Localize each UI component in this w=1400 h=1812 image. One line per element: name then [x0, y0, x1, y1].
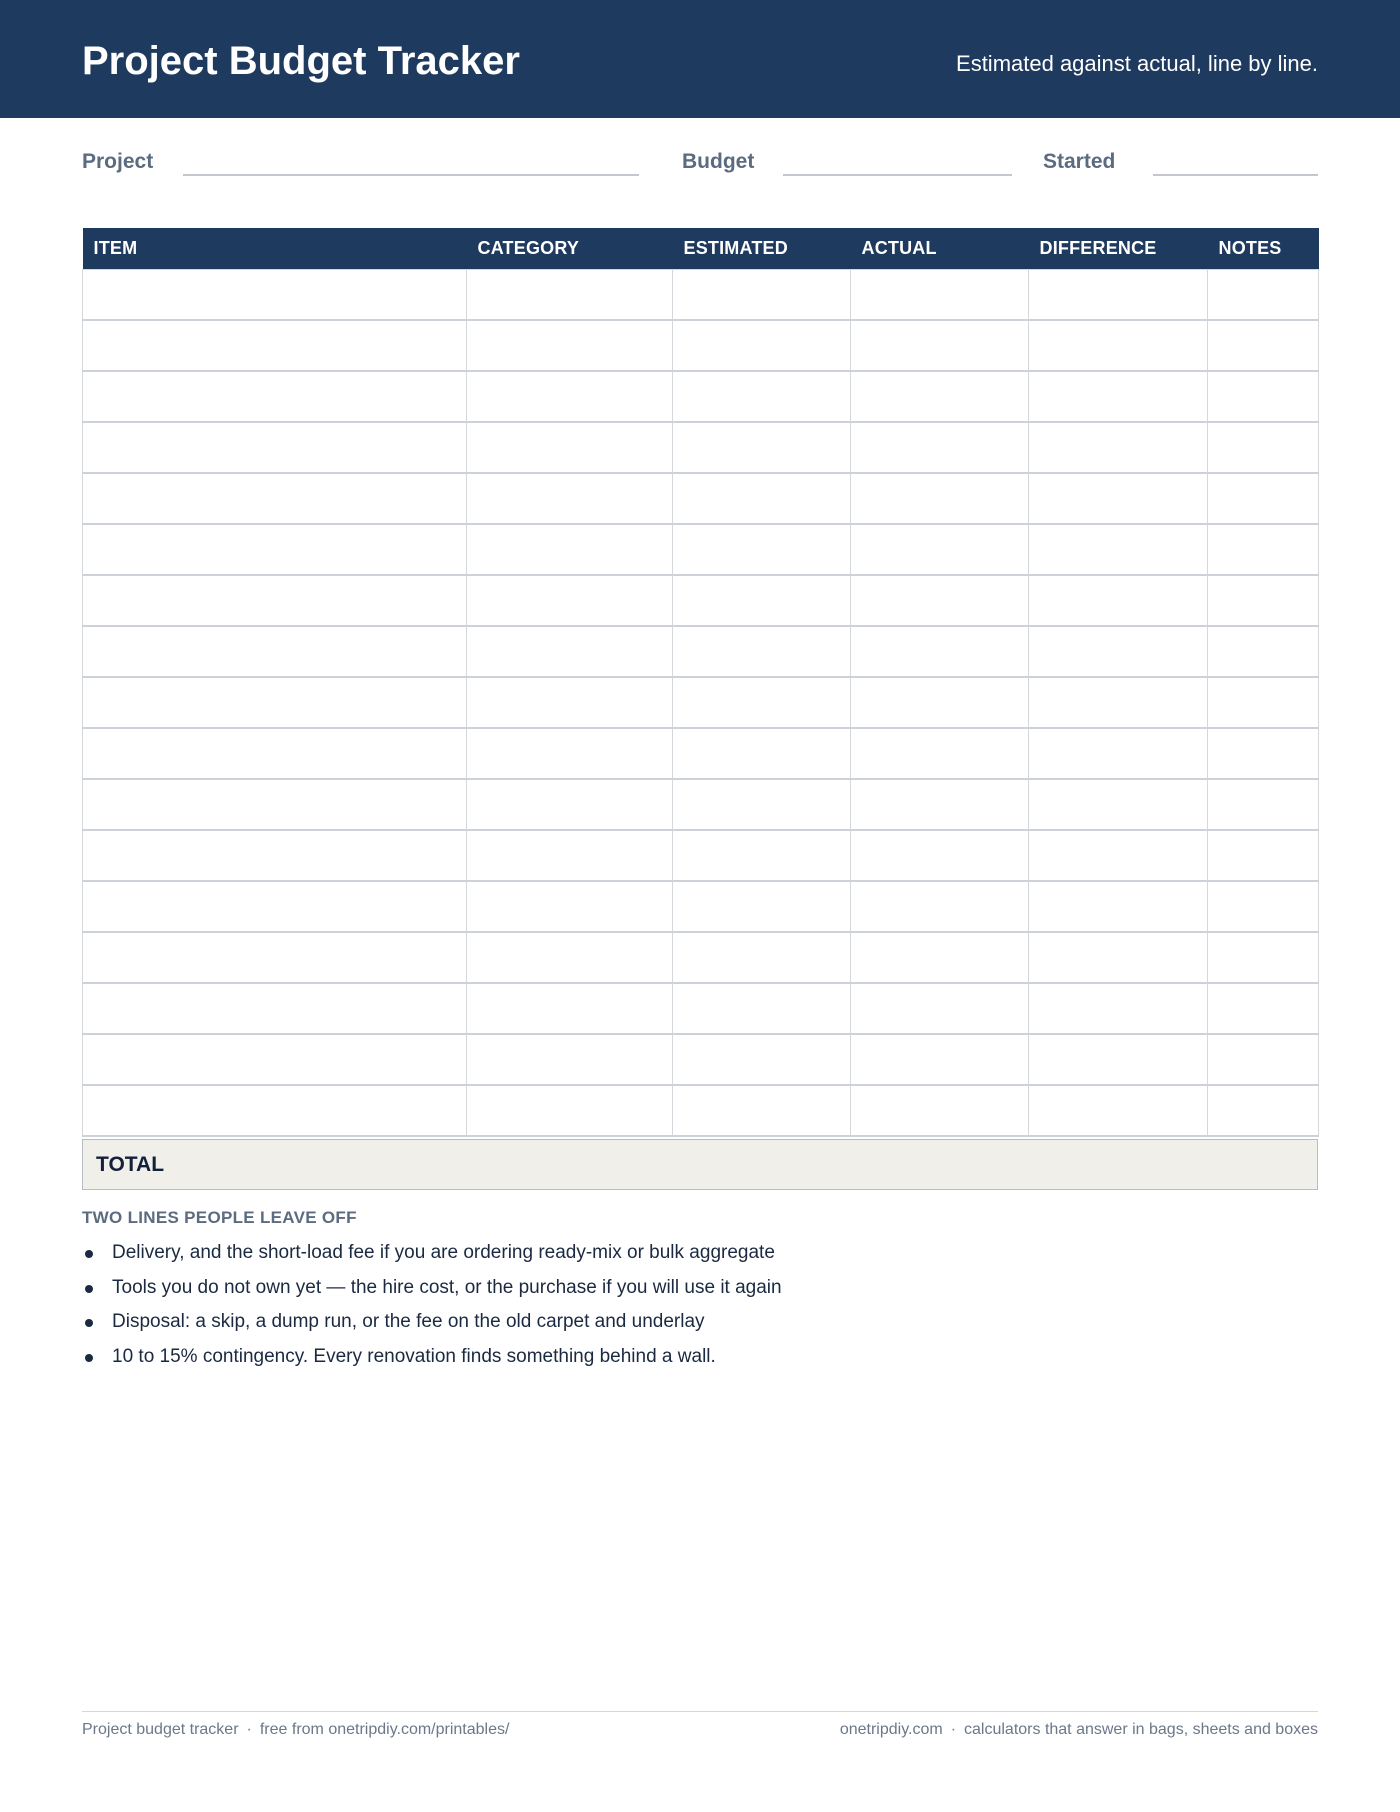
footer-separator: ·	[246, 1721, 252, 1738]
table-cell-difference[interactable]	[1029, 422, 1208, 473]
table-cell-actual[interactable]	[851, 881, 1029, 932]
table-cell-estimated[interactable]	[673, 422, 851, 473]
table-cell-item[interactable]	[83, 270, 467, 321]
table-cell-notes[interactable]	[1208, 1085, 1319, 1136]
table-cell-actual[interactable]	[851, 524, 1029, 575]
table-cell-difference[interactable]	[1029, 830, 1208, 881]
table-cell-estimated[interactable]	[673, 881, 851, 932]
table-cell-difference[interactable]	[1029, 473, 1208, 524]
tips-list	[82, 1236, 782, 1374]
table-cell-estimated[interactable]	[673, 1085, 851, 1136]
table-row	[83, 1034, 1319, 1085]
table-row	[83, 422, 1319, 473]
started-field[interactable]	[1153, 174, 1318, 176]
page-header	[0, 0, 1400, 118]
column-header-difference: DIFFERENCE	[1029, 228, 1208, 270]
table-cell-estimated[interactable]	[673, 1034, 851, 1085]
table-cell-notes[interactable]	[1208, 575, 1319, 626]
list-item	[82, 1305, 782, 1340]
table-cell-category[interactable]	[467, 422, 673, 473]
list-item	[82, 1340, 782, 1375]
table-cell-item[interactable]	[83, 524, 467, 575]
table-cell-actual[interactable]	[851, 473, 1029, 524]
table-cell-category[interactable]	[467, 881, 673, 932]
table-cell-estimated[interactable]	[673, 677, 851, 728]
table-cell-category[interactable]	[467, 779, 673, 830]
table-cell-category[interactable]	[467, 932, 673, 983]
table-cell-actual[interactable]	[851, 575, 1029, 626]
table-cell-category[interactable]	[467, 728, 673, 779]
table-row	[83, 881, 1319, 932]
table-cell-item[interactable]	[83, 371, 467, 422]
table-row	[83, 677, 1319, 728]
tips-heading: TWO LINES PEOPLE LEAVE OFF	[82, 1208, 357, 1227]
table-cell-notes[interactable]	[1208, 932, 1319, 983]
table-row	[83, 779, 1319, 830]
budget-label: Budget	[682, 150, 755, 173]
tip-text: Disposal: a skip, a dump run, or the fee on the old carpet and underlay	[112, 1311, 705, 1332]
footer-site-link[interactable]: onetripdiy.com	[839, 1721, 943, 1738]
table-cell-actual[interactable]	[851, 1034, 1029, 1085]
column-header-notes: NOTES	[1208, 228, 1319, 270]
table-row	[83, 524, 1319, 575]
table-cell-item[interactable]	[83, 1085, 467, 1136]
table-cell-category[interactable]	[467, 830, 673, 881]
table-cell-category[interactable]	[467, 371, 673, 422]
table-cell-estimated[interactable]	[673, 779, 851, 830]
table-row	[83, 932, 1319, 983]
footer-right	[840, 1721, 1318, 1739]
table-cell-estimated[interactable]	[673, 626, 851, 677]
table-cell-estimated[interactable]	[673, 320, 851, 371]
table-cell-category[interactable]	[467, 524, 673, 575]
page-title: Project Budget Tracker	[82, 39, 520, 83]
table-cell-estimated[interactable]	[673, 371, 851, 422]
table-cell-notes[interactable]	[1208, 473, 1319, 524]
table-cell-notes[interactable]	[1208, 270, 1319, 321]
table-cell-category[interactable]	[467, 1085, 673, 1136]
table-cell-category[interactable]	[467, 320, 673, 371]
table-cell-difference[interactable]	[1029, 881, 1208, 932]
table-cell-item[interactable]	[83, 626, 467, 677]
table-cell-notes[interactable]	[1208, 830, 1319, 881]
table-row	[83, 371, 1319, 422]
table-cell-category[interactable]	[467, 575, 673, 626]
table-cell-item[interactable]	[83, 932, 467, 983]
table-cell-category[interactable]	[467, 473, 673, 524]
table-cell-estimated[interactable]	[673, 270, 851, 321]
table-row	[83, 270, 1319, 321]
table-cell-item[interactable]	[83, 473, 467, 524]
list-item	[82, 1236, 782, 1271]
table-cell-actual[interactable]	[851, 270, 1029, 321]
footer-divider	[82, 1711, 1318, 1712]
table-cell-category[interactable]	[467, 1034, 673, 1085]
bullet-icon	[85, 1250, 93, 1258]
footer-separator: ·	[950, 1721, 957, 1738]
table-cell-item[interactable]	[83, 728, 467, 779]
table-cell-category[interactable]	[467, 626, 673, 677]
table-cell-difference[interactable]	[1029, 1085, 1208, 1136]
table-cell-difference[interactable]	[1029, 371, 1208, 422]
table-cell-estimated[interactable]	[673, 728, 851, 779]
table-cell-item[interactable]	[83, 575, 467, 626]
column-header-actual: ACTUAL	[851, 228, 1029, 270]
table-row	[83, 626, 1319, 677]
table-cell-difference[interactable]	[1029, 728, 1208, 779]
table-cell-notes[interactable]	[1208, 320, 1319, 371]
table-cell-estimated[interactable]	[673, 575, 851, 626]
table-row	[83, 830, 1319, 881]
table-cell-notes[interactable]	[1208, 524, 1319, 575]
table-cell-difference[interactable]	[1029, 320, 1208, 371]
budget-field[interactable]	[783, 174, 1012, 176]
table-cell-actual[interactable]	[851, 626, 1029, 677]
list-item	[82, 1271, 782, 1306]
table-cell-actual[interactable]	[851, 677, 1029, 728]
column-header-category: CATEGORY	[467, 228, 673, 270]
tip-text: 10 to 15% contingency. Every renovation finds something behind a wall.	[112, 1345, 716, 1367]
table-cell-estimated[interactable]	[673, 983, 851, 1034]
table-cell-category[interactable]	[467, 983, 673, 1034]
column-header-estimated: ESTIMATED	[673, 228, 851, 270]
table-cell-item[interactable]	[83, 779, 467, 830]
table-cell-category[interactable]	[467, 677, 673, 728]
table-cell-notes[interactable]	[1208, 371, 1319, 422]
table-cell-estimated[interactable]	[673, 524, 851, 575]
table-cell-difference[interactable]	[1029, 779, 1208, 830]
bullet-icon	[85, 1319, 93, 1327]
table-row	[83, 320, 1319, 371]
table-cell-difference[interactable]	[1029, 932, 1208, 983]
tip-text: Delivery, and the short-load fee if you are ordering ready-mix or bulk aggregate	[112, 1242, 775, 1263]
table-cell-actual[interactable]	[851, 371, 1029, 422]
table-cell-actual[interactable]	[851, 1085, 1029, 1136]
table-cell-estimated[interactable]	[673, 473, 851, 524]
table-cell-notes[interactable]	[1208, 1034, 1319, 1085]
bullet-icon	[85, 1354, 93, 1362]
table-row	[83, 1085, 1319, 1136]
table-cell-notes[interactable]	[1208, 677, 1319, 728]
table-cell-item[interactable]	[83, 881, 467, 932]
table-cell-item[interactable]	[83, 677, 467, 728]
table-cell-actual[interactable]	[851, 779, 1029, 830]
total-row	[82, 1139, 1318, 1190]
table-cell-difference[interactable]	[1029, 270, 1208, 321]
table-cell-actual[interactable]	[851, 728, 1029, 779]
table-row	[83, 473, 1319, 524]
table-cell-difference[interactable]	[1029, 575, 1208, 626]
table-row	[83, 983, 1319, 1034]
table-cell-item[interactable]	[83, 1034, 467, 1085]
table-cell-item[interactable]	[83, 983, 467, 1034]
table-cell-actual[interactable]	[851, 932, 1029, 983]
table-cell-estimated[interactable]	[673, 932, 851, 983]
table-cell-category[interactable]	[467, 270, 673, 321]
total-label: TOTAL	[96, 1153, 165, 1176]
table-cell-item[interactable]	[83, 422, 467, 473]
footer-source-link[interactable]: free from onetripdiy.com/printables/	[259, 1721, 510, 1738]
table-cell-actual[interactable]	[851, 320, 1029, 371]
table-row	[83, 728, 1319, 779]
table-cell-difference[interactable]	[1029, 1034, 1208, 1085]
table-cell-difference[interactable]	[1029, 626, 1208, 677]
table-cell-notes[interactable]	[1208, 881, 1319, 932]
bullet-icon	[85, 1285, 93, 1293]
table-row	[83, 575, 1319, 626]
tip-text: Tools you do not own yet — the hire cost, or the purchase if you will use it again	[112, 1276, 782, 1298]
project-field[interactable]	[183, 174, 639, 176]
footer-left	[82, 1721, 509, 1739]
table-cell-item[interactable]	[83, 320, 467, 371]
started-label: Started	[1043, 150, 1116, 173]
footer-doc-name: Project budget tracker	[82, 1721, 239, 1738]
column-header-item: ITEM	[83, 228, 467, 270]
table-cell-notes[interactable]	[1208, 626, 1319, 677]
table-cell-actual[interactable]	[851, 983, 1029, 1034]
table-cell-notes[interactable]	[1208, 728, 1319, 779]
table-cell-notes[interactable]	[1208, 983, 1319, 1034]
table-cell-estimated[interactable]	[673, 830, 851, 881]
footer-tagline: calculators that answer in bags, sheets and boxes	[964, 1721, 1318, 1738]
budget-table	[82, 228, 1319, 1137]
table-cell-difference[interactable]	[1029, 983, 1208, 1034]
table-header-row	[83, 228, 1319, 270]
table-cell-notes[interactable]	[1208, 422, 1319, 473]
table-cell-actual[interactable]	[851, 830, 1029, 881]
table-cell-difference[interactable]	[1029, 524, 1208, 575]
project-label: Project	[82, 150, 154, 173]
page-tagline: Estimated against actual, line by line.	[956, 51, 1318, 76]
table-cell-difference[interactable]	[1029, 677, 1208, 728]
table-body	[83, 270, 1319, 1137]
table-cell-actual[interactable]	[851, 422, 1029, 473]
project-fields	[82, 146, 1318, 180]
table-cell-item[interactable]	[83, 830, 467, 881]
table-cell-notes[interactable]	[1208, 779, 1319, 830]
